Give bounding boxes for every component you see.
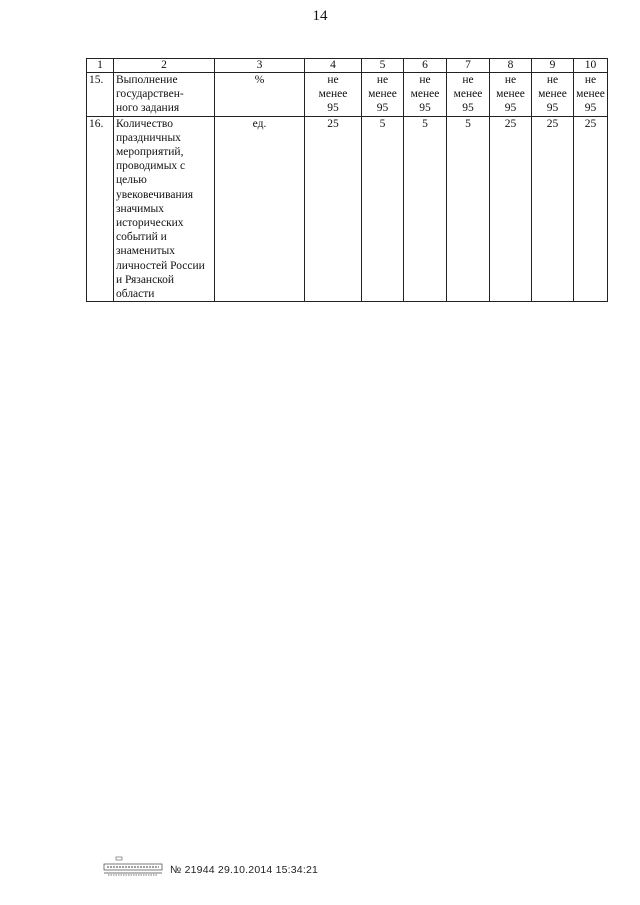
value-line: 95 xyxy=(462,102,474,115)
header-cell: 7 xyxy=(447,59,490,73)
document-number: № 21944 xyxy=(170,864,215,876)
value-cell xyxy=(305,73,362,117)
unit-cell: % xyxy=(215,73,305,117)
registration-footer xyxy=(170,864,318,876)
registration-stamp-icon xyxy=(102,856,164,878)
value-line: 95 xyxy=(376,102,389,115)
header-cell: 8 xyxy=(490,59,532,73)
indicator-name-line: государствен- xyxy=(116,88,184,101)
value-line: 25 xyxy=(504,117,517,130)
value-line: менее xyxy=(576,88,605,101)
value-line: 25 xyxy=(327,117,339,130)
value-cell xyxy=(532,73,574,117)
value-cell xyxy=(447,73,490,117)
table-body xyxy=(87,73,608,302)
table-row xyxy=(87,116,608,302)
indicator-name-line: и Рязанской xyxy=(116,273,175,286)
header-cell: 3 xyxy=(215,59,305,73)
value-line: менее xyxy=(538,88,567,101)
value-cell xyxy=(447,116,490,302)
header-cell: 4 xyxy=(305,59,362,73)
value-line: менее xyxy=(318,88,348,101)
indicator-name-line: проводимых с xyxy=(116,160,186,173)
header-cell: 9 xyxy=(532,59,574,73)
indicator-name-cell xyxy=(114,116,215,302)
indicator-name-line: Количество xyxy=(116,117,173,130)
value-line: не xyxy=(584,74,597,86)
value-line: 25 xyxy=(546,117,559,130)
value-cell xyxy=(305,116,362,302)
indicator-name-line: ного задания xyxy=(116,102,180,115)
indicator-name-line: целью xyxy=(116,174,147,187)
row-number-cell: 16. xyxy=(87,116,114,302)
header-cell: 6 xyxy=(404,59,447,73)
value-cell xyxy=(574,116,608,302)
header-cell: 5 xyxy=(362,59,404,73)
unit-cell: ед. xyxy=(215,116,305,302)
value-cell xyxy=(404,73,447,117)
value-line: менее xyxy=(368,88,397,101)
value-line: 5 xyxy=(379,117,386,130)
value-cell xyxy=(532,116,574,302)
indicator-name-line: Выполнение xyxy=(116,74,178,86)
indicator-name-line: событий и xyxy=(116,231,167,244)
value-line: не xyxy=(546,74,559,86)
value-line: не xyxy=(462,74,474,86)
value-line: не xyxy=(327,74,339,86)
indicator-name-line: области xyxy=(116,288,155,301)
header-cell: 1 xyxy=(87,59,114,73)
value-cell xyxy=(404,116,447,302)
value-line: 95 xyxy=(327,102,339,115)
value-cell xyxy=(490,73,532,117)
value-cell xyxy=(574,73,608,117)
value-line: менее xyxy=(496,88,525,101)
indicator-name-line: исторических xyxy=(116,217,184,230)
value-cell xyxy=(362,73,404,117)
value-cell xyxy=(362,116,404,302)
indicator-name-line: знаменитых xyxy=(116,245,175,258)
value-line: 95 xyxy=(504,102,517,115)
indicator-name-line: праздничных xyxy=(116,131,181,144)
table-header-row xyxy=(87,59,608,73)
indicator-name-line: личностей России xyxy=(116,259,205,272)
value-line: не xyxy=(504,74,517,86)
header-cell: 10 xyxy=(574,59,608,73)
indicator-name-cell xyxy=(114,73,215,117)
indicator-name-line: значимых xyxy=(116,202,165,215)
value-line: 5 xyxy=(465,117,471,130)
value-line: не xyxy=(419,74,431,86)
indicator-name-line: мероприятий, xyxy=(116,146,184,159)
value-line: не xyxy=(376,74,389,86)
value-line: 25 xyxy=(584,117,597,130)
value-line: менее xyxy=(410,88,440,101)
indicator-name-line: увековечивания xyxy=(116,188,194,201)
value-line: 95 xyxy=(584,102,597,115)
table-row xyxy=(87,73,608,117)
value-line: менее xyxy=(453,88,483,101)
page-number: 14 xyxy=(312,8,328,24)
value-cell xyxy=(490,116,532,302)
indicators-table xyxy=(86,58,608,302)
row-number-cell: 15. xyxy=(87,73,114,117)
value-line: 95 xyxy=(419,102,431,115)
value-line: 5 xyxy=(422,117,428,130)
header-cell: 2 xyxy=(114,59,215,73)
value-line: 95 xyxy=(546,102,559,115)
registration-timestamp: 29.10.2014 15:34:21 xyxy=(217,864,319,876)
